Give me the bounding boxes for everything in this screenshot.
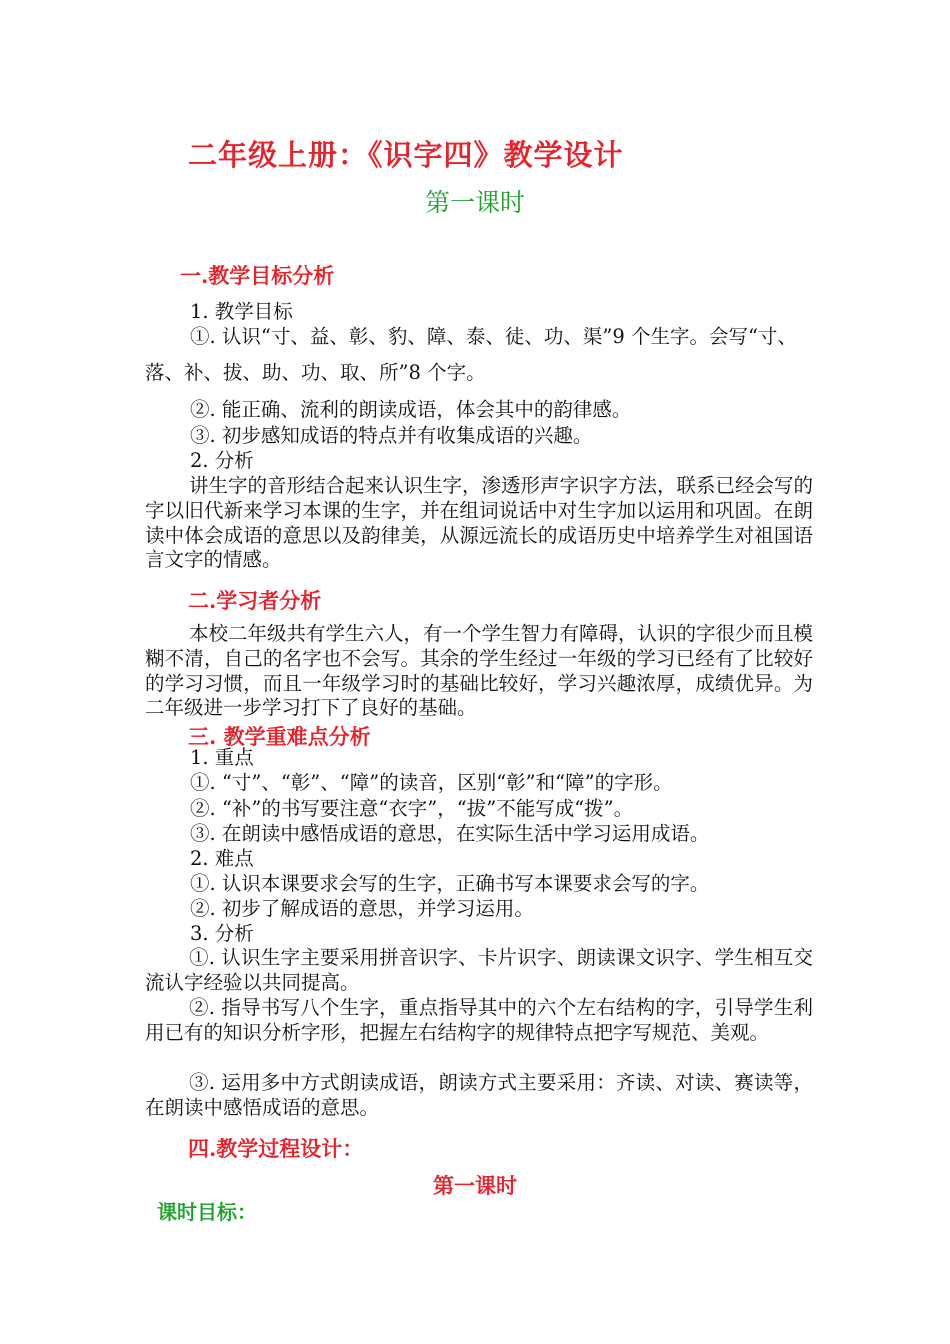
key-item-1: ①. “寸”、“彰”、“障”的读音，区别“彰”和“障”的字形。	[190, 771, 673, 794]
analysis-label-2: 3. 分析	[190, 922, 254, 945]
goal-item-3: ③. 初步感知成语的特点并有收集成语的兴趣。	[190, 424, 593, 447]
analysis-item-3: ③. 运用多中方式朗读成语，朗读方式主要采用：齐读、对读、赛读等，在朗读中感悟成语的意思。	[145, 1071, 813, 1119]
lesson-heading: 第一课时	[433, 1173, 517, 1198]
difficulty-item-2: ②. 初步了解成语的意思，并学习运用。	[190, 897, 534, 920]
analysis-paragraph: 讲生字的音形结合起来认识生字，渗透形声字识字方法，联系已经会写的字以旧代新来学习本课的生字，并在组词说话中对生字加以运用和巩固。在朗读中体会成语的意思以及韵律美，从源远流长的成语历史中培养学生对祖国语言文字的情感。	[145, 474, 814, 572]
goal-label: 1. 教学目标	[190, 300, 293, 323]
goal-item-1a: ①. 认识“寸、益、彰、豹、障、泰、徒、功、渠”9 个生字。会写“寸、	[190, 325, 797, 348]
section-heading-process: 四.教学过程设计：	[188, 1136, 364, 1161]
key-item-2: ②. “补”的书写要注意“衣字”，“拔”不能写成“拨”。	[190, 797, 634, 820]
difficulty-item-1: ①. 认识本课要求会写的生字，正确书写本课要求会写的字。	[190, 872, 710, 895]
analysis-label: 2. 分析	[190, 449, 254, 472]
learners-paragraph: 本校二年级共有学生六人，有一个学生智力有障碍，认识的字很少而且模糊不清，自己的名字也不会写。其余的学生经过一年级的学习已经有了比较好的学习习惯，而且一年级学习时的基础比较好，学习兴趣浓厚，成绩优异。为二年级进一步学习打下了良好的基础。	[145, 622, 814, 720]
document-subtitle: 第一课时	[424, 188, 525, 217]
document-title: 二年级上册：《识字四》教学设计	[188, 138, 624, 172]
key-label: 1. 重点	[190, 746, 254, 769]
analysis-item-1: ①. 认识生字主要采用拼音识字、卡片识字、朗读课文识字、学生相互交流认字经验以共同提高。	[145, 946, 813, 994]
key-item-3: ③. 在朗读中感悟成语的意思，在实际生活中学习运用成语。	[190, 822, 710, 845]
section-heading-key-points: 三. 教学重难点分析	[188, 724, 371, 749]
section-heading-learners: 二.学习者分析	[188, 588, 322, 613]
goal-item-2: ②. 能正确、流利的朗读成语，体会其中的韵律感。	[190, 398, 632, 421]
section-heading-goals: 一.教学目标分析	[180, 263, 335, 288]
goal-item-1b: 落、补、拔、助、功、取、所”8 个字。	[145, 361, 486, 384]
lesson-goal-heading: 课时目标：	[157, 1200, 257, 1224]
difficulty-label: 2. 难点	[190, 847, 254, 870]
analysis-item-2: ②. 指导书写八个生字，重点指导其中的六个左右结构的字，引导学生利用已有的知识分析字形，把握左右结构字的规律特点把字写规范、美观。	[145, 996, 813, 1044]
